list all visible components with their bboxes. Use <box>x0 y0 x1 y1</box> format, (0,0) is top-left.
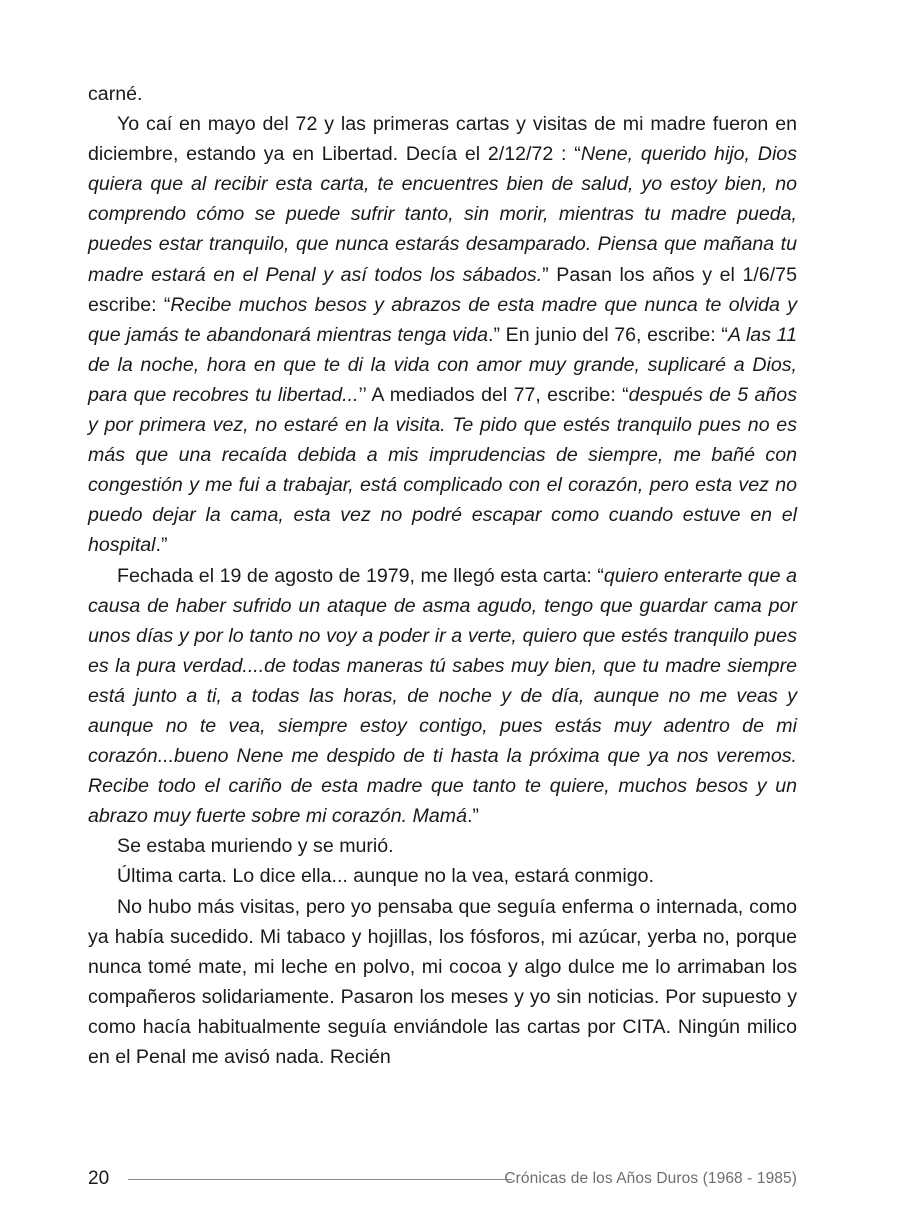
narrative-text: .” <box>155 534 168 557</box>
paragraph-text: Última carta. Lo dice ella... aunque no la vea, estará conmigo. <box>117 865 654 888</box>
footer-divider <box>128 1179 512 1180</box>
narrative-text: Yo caí en mayo del 72 y las primeras cartas y visitas de mi madre fueron en diciembre, estando ya en Libertad. Decía el 2/12/72 : “ <box>88 113 797 166</box>
letter-quote: A las 11 de la noche, hora en que te di la vida con amor muy grande, suplicaré a Dios, para que recobres tu libertad... <box>88 323 798 406</box>
paragraph-text: carné. <box>88 83 143 105</box>
paragraph <box>88 892 797 1073</box>
letter-quote: Nene, querido hijo, Dios quiera que al recibir esta carta, te encuentres bien de salud, yo estoy bien, no comprendo cómo se puede sufrir tanto, sin morir, mientras tu madre pueda, puedes estar tranquilo, que nunca estarás desamparado. Piensa que mañana tu madre estará en el Penal y así todos los sábados. <box>88 143 797 286</box>
paragraph <box>88 561 797 832</box>
narrative-text: Fechada el 19 de agosto de 1979, me llegó esta carta: “ <box>117 564 604 587</box>
page-footer <box>88 1166 797 1192</box>
letter-quote: después de 5 años y por primera vez, no estaré en la visita. Te pido que estés tranquilo pues no es más que una recaída debida a mis imprudencias de siempre, me bañé con congestión y me fui a trabajar, está complicado con el corazón, pero esta vez no puedo dejar la cama, esta vez no podré escapar como cuando estuve en el hospital <box>88 383 798 557</box>
paragraph <box>88 109 797 560</box>
letter-quote: Recibe muchos besos y abrazos de esta madre que nunca te olvida y que jamás te abandonará mientras tenga vida <box>88 293 797 346</box>
paragraph <box>88 861 797 891</box>
body-text <box>88 79 797 1072</box>
paragraph-text: Se estaba muriendo y se murió. <box>117 835 394 858</box>
paragraph-continuation <box>88 79 797 109</box>
running-title: Crónicas de los Años Duros (1968 - 1985) <box>504 1170 797 1187</box>
narrative-text: .” En junio del 76, escribe: “ <box>488 323 728 346</box>
paragraph <box>88 831 797 861</box>
page-number: 20 <box>88 1168 110 1189</box>
letter-quote: quiero enterarte que a causa de haber sufrido un ataque de asma agudo, tengo que guardar cama por unos días y por lo tanto no voy a poder ir a verte, quiero que estés tranquilo pues es la pura verdad....de todas maneras tú sabes muy bien, que tu madre siempre está junto a ti, a todas las horas, de noche y de día, aunque no me veas y aunque no te vea, siempre estoy contigo, pues estás muy adentro de mi corazón...bueno Nene me despido de ti hasta la próxima que ya nos veremos. Recibe todo el cariño de esta madre que tanto te quiere, muchos besos y un abrazo muy fuerte sobre mi corazón. Mamá <box>88 564 797 828</box>
paragraph-text: No hubo más visitas, pero yo pensaba que seguía enferma o internada, como ya había sucedido. Mi tabaco y hojillas, los fósforos, mi azúcar, yerba no, porque nunca tomé mate, mi leche en polvo, mi cocoa y algo dulce me lo arrimaban los compañeros solidariamente. Pasaron los meses y yo sin noticias. Por supuesto y como hacía habitualmente seguía enviándole las cartas por CITA. Ningún milico en el Penal me avisó nada. Recién <box>88 895 797 1068</box>
narrative-text: .” <box>466 805 479 828</box>
narrative-text: ” Pasan los años y el 1/6/75 escribe: “ <box>88 263 797 316</box>
narrative-text: ’’ A mediados del 77, escribe: “ <box>358 383 629 406</box>
